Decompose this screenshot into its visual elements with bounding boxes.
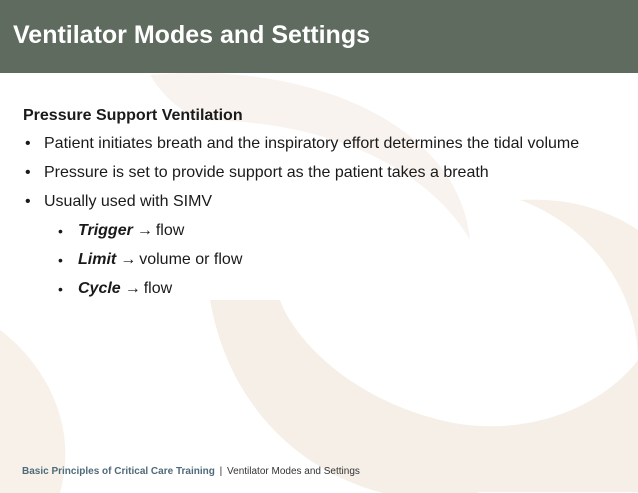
arrow-right-icon: → [120, 251, 137, 268]
keyword-value: flow [143, 280, 173, 297]
footer-organization: Basic Principles of Critical Care Training [22, 466, 215, 477]
title-bar [0, 0, 638, 73]
footer-topic: Ventilator Modes and Settings [227, 466, 360, 477]
bullet-text: Patient initiates breath and the inspiratory effort determines the tidal volume [44, 135, 580, 152]
bullet-dot-icon: • [25, 164, 31, 181]
slide-title: Ventilator Modes and Settings [13, 21, 370, 49]
sub-bullet-text [78, 220, 184, 242]
keyword-value: volume or flow [139, 251, 243, 268]
section-heading: Pressure Support Ventilation [23, 107, 243, 124]
keyword-label: Limit [78, 251, 117, 268]
bullet-dot-icon: • [25, 135, 31, 152]
sub-bullet-text [78, 249, 242, 271]
bullet-dot-icon: • [58, 223, 63, 239]
bullet-dot-icon: • [58, 252, 63, 268]
sub-bullet-text [78, 278, 172, 300]
arrow-right-icon: → [124, 280, 141, 297]
footer-separator: | [219, 466, 223, 477]
arrow-right-icon: → [136, 222, 153, 239]
bullet-text: Pressure is set to provide support as the patient takes a breath [44, 164, 489, 181]
bullet-text: Usually used with SIMV [44, 193, 213, 210]
bullet-dot-icon: • [25, 193, 31, 210]
bullet-dot-icon: • [58, 281, 63, 297]
keyword-label: Cycle [78, 280, 121, 297]
keyword-value: flow [155, 222, 185, 239]
footer [22, 465, 360, 479]
keyword-label: Trigger [78, 222, 133, 239]
